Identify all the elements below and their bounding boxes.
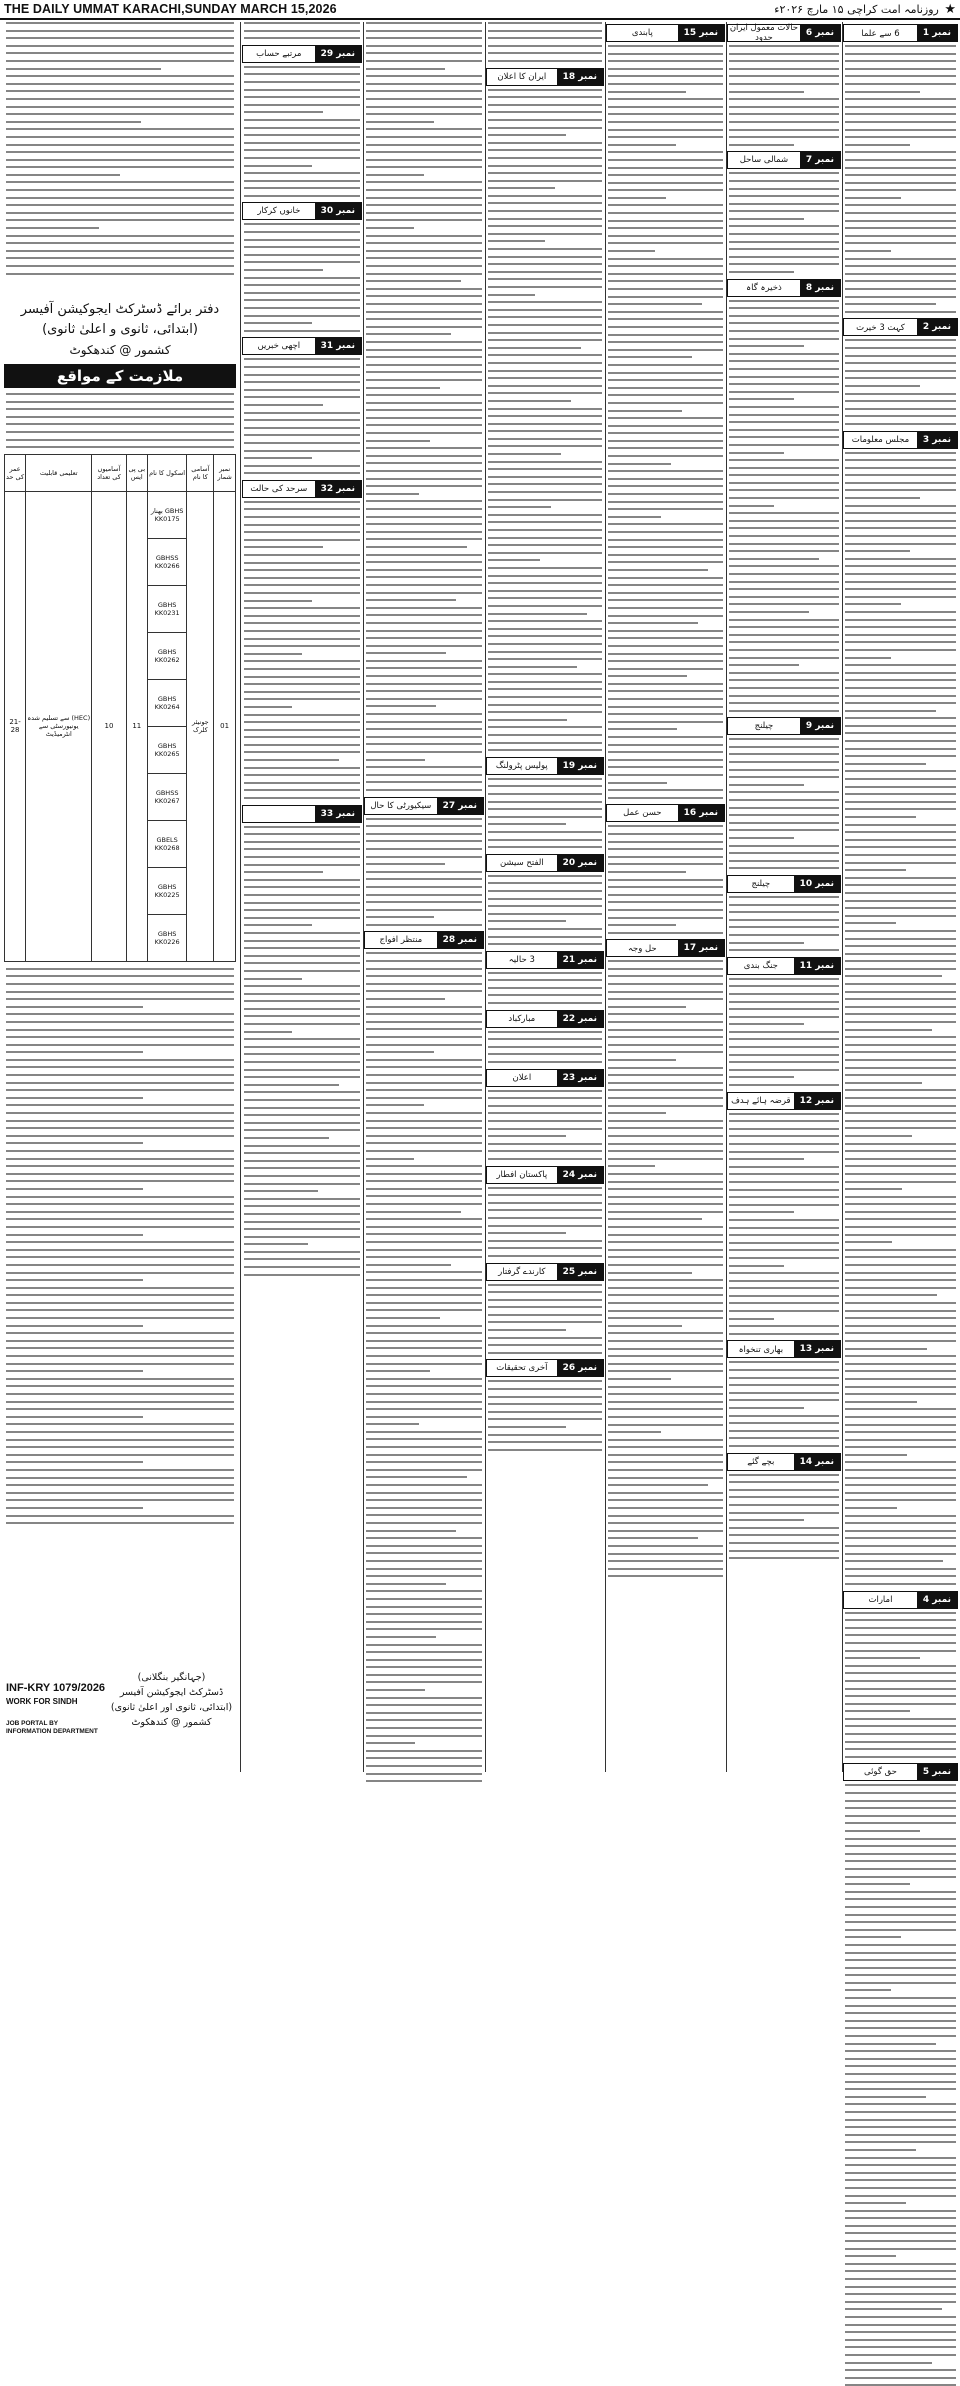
section-title: آخری تحقیقات: [496, 1363, 548, 1374]
table-cell: جونیئر کلرک: [187, 491, 214, 961]
text-lines: [242, 358, 362, 474]
section-number: نمبر 12: [794, 1093, 840, 1109]
table-cell: GBHSS KK0267: [147, 773, 187, 820]
table-cell: 01: [214, 491, 236, 961]
section-title: [243, 806, 315, 822]
section-title: الفتح سیشن: [499, 857, 544, 868]
text-lines: [486, 1187, 604, 1257]
section-number: نمبر 18: [557, 69, 603, 85]
text-lines: [727, 738, 841, 869]
news-column-7: [4, 22, 236, 292]
news-column-6: [242, 22, 362, 1772]
text-lines: [4, 22, 236, 275]
table-cell: GBHS KK0262: [147, 632, 187, 679]
text-lines: [727, 896, 841, 951]
section-number: نمبر 21: [557, 952, 603, 968]
table-cell: (HEC) سے تسلیم شدہ یونیورسٹی سے انٹرمیڈیٹ: [26, 491, 92, 961]
section-title: اچھی خبریں: [257, 341, 301, 352]
section-heading: [242, 45, 362, 63]
section-heading: [727, 151, 841, 169]
section-title: اعلان: [512, 1072, 532, 1083]
section-title: حق گوئی: [863, 1767, 897, 1778]
column-divider: [726, 22, 727, 1772]
section-title: سرحد کی حالت: [250, 483, 308, 494]
text-lines: [843, 452, 958, 1585]
text-lines: [364, 952, 484, 1782]
section-title: امارات: [868, 1594, 893, 1605]
section-number: نمبر 10: [794, 876, 840, 892]
section-heading: [242, 337, 362, 355]
section-number: نمبر 2: [917, 319, 957, 335]
table-header: نمبر شمار: [214, 454, 236, 491]
work-for-sindh-logo: WORK FOR SINDH: [6, 1697, 78, 1706]
section-heading: [364, 931, 484, 949]
job-portal-label: JOB PORTAL BY INFORMATION DEPARTMENT: [6, 1720, 98, 1735]
section-title: حسن عمل: [623, 808, 662, 819]
section-title: حالات معمول ایران حدود: [729, 23, 799, 43]
section-number: نمبر 11: [794, 958, 840, 974]
section-number: نمبر 30: [315, 203, 361, 219]
section-title: خانوں کرکار: [257, 206, 301, 217]
table-cell: GBHS بھنار KK0175: [147, 491, 187, 538]
section-heading: [486, 68, 604, 86]
text-lines: [242, 826, 362, 1276]
section-heading: [242, 202, 362, 220]
signature-title: ڈسٹرکٹ ایجوکیشن آفیسر: [119, 1687, 224, 1698]
ad-office-subtitle: (ابتدائی، ثانوی و اعلیٰ ثانوی): [42, 322, 198, 337]
section-heading: [727, 279, 841, 297]
section-number: نمبر 6: [800, 25, 840, 41]
section-title: ایران کا اعلان: [497, 71, 547, 82]
text-lines: [606, 825, 725, 933]
column-divider: [842, 22, 843, 1772]
table-header: بی پی ایس: [126, 454, 147, 491]
section-title: 3 حالیہ: [508, 955, 535, 966]
section-heading: [486, 1263, 604, 1281]
text-lines: [364, 22, 484, 791]
section-heading: [242, 480, 362, 498]
section-title: 6 سے علما: [861, 28, 900, 39]
table-cell: GBHS KK0225: [147, 867, 187, 914]
section-heading: [486, 1166, 604, 1184]
section-title: جنگ بندی: [743, 960, 778, 971]
table-header: عمر کی حد: [5, 454, 26, 491]
section-number: نمبر 19: [557, 758, 603, 774]
table-cell: GBHS KK0226: [147, 914, 187, 961]
section-number: نمبر 4: [917, 1592, 957, 1608]
section-number: نمبر 28: [437, 932, 483, 948]
table-header: آسامی کا نام: [187, 454, 214, 491]
masthead-urdu-text: روزنامہ امت کراچی ۱۵ مارچ ۲۰۲۶ء: [774, 2, 939, 16]
section-number: نمبر 31: [315, 338, 361, 354]
section-number: نمبر 25: [557, 1264, 603, 1280]
section-number: نمبر 27: [437, 798, 483, 814]
table-row: [5, 491, 236, 538]
section-number: نمبر 26: [557, 1360, 603, 1376]
section-title: حل وجہ: [627, 943, 657, 954]
text-lines: [606, 45, 725, 799]
table-cell: GBELS KK0268: [147, 820, 187, 867]
section-title: کارندے گرفتار: [498, 1267, 546, 1277]
section-title: قرضہ ہائے ہدف: [731, 1096, 791, 1107]
text-lines: [843, 1784, 958, 2386]
masthead-urdu-title: [774, 2, 956, 17]
section-heading: [606, 804, 725, 822]
text-lines: [486, 875, 604, 945]
table-header: تعلیمی قابلیت: [26, 454, 92, 491]
section-title: بچے گئے: [747, 1457, 775, 1468]
masthead: [0, 0, 960, 20]
table-header: اسکول کا نام: [147, 454, 187, 491]
section-title: منتظر افواج: [379, 935, 423, 946]
ad-banner: ملازمت کے مواقع: [4, 364, 236, 388]
section-heading: [606, 24, 725, 42]
section-number: نمبر 15: [678, 25, 724, 41]
section-number: نمبر 32: [315, 481, 361, 497]
section-heading: [727, 1453, 841, 1471]
text-lines: [486, 1380, 604, 1450]
section-title: ذخیرہ گاہ: [746, 283, 782, 294]
column-divider: [363, 22, 364, 1772]
text-lines: [727, 172, 841, 273]
section-title: مجلس معلومات: [851, 434, 910, 445]
text-lines: [843, 339, 958, 425]
section-heading: [486, 854, 604, 872]
text-lines: [843, 45, 958, 313]
section-number: نمبر 20: [557, 855, 603, 871]
section-heading: [486, 757, 604, 775]
ad-footer: [4, 1670, 236, 1770]
table-cell: 10: [92, 491, 126, 961]
text-lines: [727, 978, 841, 1086]
section-number: نمبر 3: [917, 432, 957, 448]
section-heading: [843, 431, 958, 449]
text-lines: [727, 1113, 841, 1335]
section-heading: [486, 1010, 604, 1028]
section-title: بھاری تنخواہ: [738, 1344, 784, 1355]
table-cell: GBHS KK0231: [147, 585, 187, 632]
section-heading: [843, 318, 958, 336]
signature-title-3: کشمور @ کندھکوٹ: [131, 1717, 212, 1728]
star-icon: ★: [944, 1, 956, 17]
section-title: مرتبے حساب: [256, 49, 302, 60]
text-lines: [486, 1031, 604, 1063]
section-heading: [727, 24, 841, 42]
ad-office-location: کشمور @ کندھکوٹ: [69, 343, 171, 357]
text-lines: [486, 778, 604, 848]
section-heading: [727, 1092, 841, 1110]
signature-name: (جہانگیر بنگلانی): [137, 1672, 206, 1683]
text-lines: [242, 223, 362, 331]
news-column-2: [727, 22, 841, 1772]
section-number: نمبر 5: [917, 1764, 957, 1780]
section-title: شمالی ساحل: [739, 155, 789, 166]
text-lines: [486, 22, 604, 62]
section-heading: [727, 717, 841, 735]
section-heading: [843, 1591, 958, 1609]
text-lines: [727, 300, 841, 712]
section-number: نمبر 8: [800, 280, 840, 296]
text-lines: [364, 818, 484, 926]
text-lines: [486, 972, 604, 1004]
column-divider: [605, 22, 606, 1772]
table-cell: 11: [126, 491, 147, 961]
jobs-table: [4, 454, 236, 962]
text-lines: [242, 501, 362, 799]
section-heading: [843, 1763, 958, 1781]
section-heading: [843, 24, 958, 42]
section-heading: [486, 1069, 604, 1087]
news-column-5: [364, 22, 484, 1772]
section-heading: [364, 797, 484, 815]
signature-block: [109, 1670, 234, 1730]
ad-conditions-text: [4, 968, 236, 1524]
table-cell: 21-28: [5, 491, 26, 961]
text-lines: [843, 1612, 958, 1758]
section-title: کہت 3 خیرت: [856, 322, 905, 333]
text-lines: [606, 960, 725, 1577]
section-heading: [486, 1359, 604, 1377]
news-column-4: [486, 22, 604, 1772]
news-column-3: [606, 22, 725, 1772]
table-cell: GBHS KK0264: [147, 679, 187, 726]
table-cell: GBHSS KK0266: [147, 538, 187, 585]
text-lines: [727, 1361, 841, 1447]
text-lines: [486, 89, 604, 752]
section-heading: [727, 1340, 841, 1358]
text-lines: [242, 66, 362, 197]
section-number: نمبر 9: [800, 718, 840, 734]
text-lines: [242, 22, 362, 39]
section-number: نمبر 29: [315, 46, 361, 62]
section-number: نمبر 22: [557, 1011, 603, 1027]
inf-code: INF-KRY 1079/2026: [6, 1682, 106, 1694]
text-lines: [727, 1474, 841, 1560]
column-divider: [240, 22, 241, 1772]
section-heading: [606, 939, 725, 957]
table-header: آسامیوں کی تعداد: [92, 454, 126, 491]
column-divider: [485, 22, 486, 1772]
text-lines: [486, 1090, 604, 1160]
section-title: چیلنج: [751, 878, 771, 889]
section-title: مبارکباد: [508, 1013, 536, 1024]
news-column-1: [843, 22, 958, 1778]
section-number: نمبر 14: [794, 1454, 840, 1470]
section-title: پاکستان افطار: [496, 1169, 548, 1180]
section-number: نمبر 1: [917, 25, 957, 41]
section-number: نمبر 7: [800, 152, 840, 168]
section-number: نمبر 23: [557, 1070, 603, 1086]
section-heading: [242, 805, 362, 823]
section-number: نمبر 16: [678, 805, 724, 821]
section-heading: [727, 875, 841, 893]
masthead-english-title: THE DAILY UMMAT KARACHI,SUNDAY MARCH 15,2026: [4, 2, 337, 16]
section-title: پابندی: [631, 28, 653, 38]
ad-office-title: دفتر برائے ڈسٹرکٹ ایجوکیشن آفیسر: [20, 302, 220, 317]
text-lines: [727, 45, 841, 146]
section-title: پولیس پٹرولنگ: [495, 760, 548, 771]
job-advertisement: [4, 300, 236, 1530]
section-heading: [727, 957, 841, 975]
section-number: نمبر 24: [557, 1167, 603, 1183]
section-heading: [486, 951, 604, 969]
section-number: نمبر 17: [678, 940, 724, 956]
section-title: سیکیورٹی کا حال: [370, 800, 432, 811]
signature-title-2: (ابتدائی، ثانوی اور اعلیٰ ثانوی): [110, 1702, 233, 1713]
table-cell: GBHS KK0265: [147, 726, 187, 773]
text-lines: [486, 1284, 604, 1354]
section-number: نمبر 33: [315, 806, 361, 822]
section-title: چیلنج: [754, 721, 774, 732]
section-number: نمبر 13: [794, 1341, 840, 1357]
ad-intro-text: [4, 393, 236, 448]
